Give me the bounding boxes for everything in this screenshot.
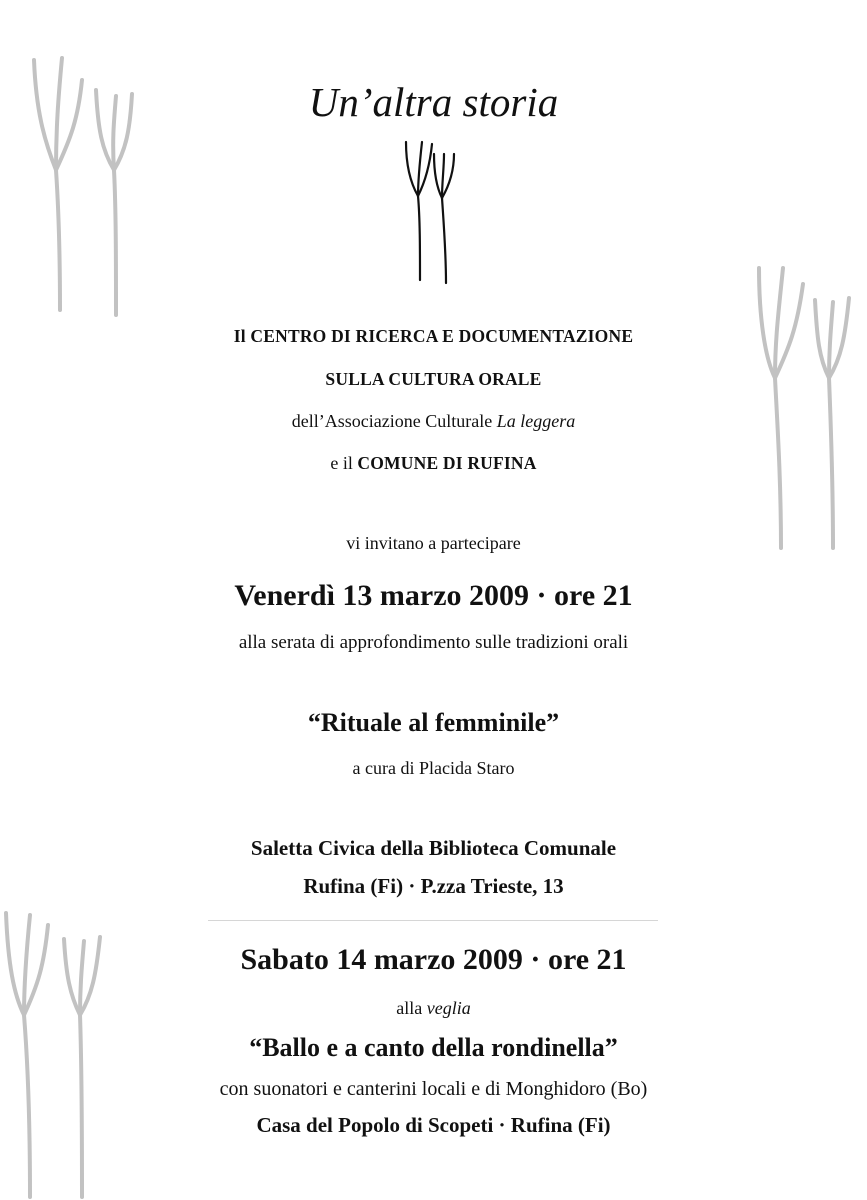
event1-venue-line2: Rufina (Fi) · P.zza Trieste, 13 xyxy=(303,874,564,898)
event1-curator: a cura di Placida Staro xyxy=(352,758,515,778)
event1-description: alla serata di approfondimento sulle tradizioni orali xyxy=(238,632,629,653)
invite-text: vi invitano a partecipare xyxy=(346,533,521,553)
event2-performers: con suonatori e canterini locali e di Monghidoro (Bo) xyxy=(219,1078,648,1100)
page-title: Un’altra storia xyxy=(308,79,559,125)
tree-icon-center xyxy=(398,138,468,288)
comune-name: COMUNE DI RUFINA xyxy=(357,453,537,473)
event2-title: “Ballo e a canto della rondinella” xyxy=(249,1033,618,1062)
organizer-line-4 xyxy=(0,453,867,474)
organizer-line-1: Il CENTRO DI RICERCA E DOCUMENTAZIONE xyxy=(233,326,634,346)
organizer-line-2: SULLA CULTURA ORALE xyxy=(325,369,542,389)
event2-date: Sabato 14 marzo 2009 · ore 21 xyxy=(240,943,627,976)
event2-venue: Casa del Popolo di Scopeti · Rufina (Fi) xyxy=(256,1113,611,1137)
event1-title: “Rituale al femminile” xyxy=(307,708,560,737)
comune-prefix: e il xyxy=(330,453,353,473)
event2-intro-italic: veglia xyxy=(426,998,471,1018)
association-name: La leggera xyxy=(496,411,576,431)
section-divider xyxy=(208,920,658,921)
event1-venue-line1: Saletta Civica della Biblioteca Comunale xyxy=(250,836,617,860)
tree-icon-right xyxy=(745,258,867,553)
event2-intro xyxy=(0,998,867,1019)
event2-intro-prefix: alla xyxy=(396,998,423,1018)
association-prefix: dell’Associazione Culturale xyxy=(291,411,493,431)
event1-date: Venerdì 13 marzo 2009 · ore 21 xyxy=(234,579,633,612)
organizer-line-3 xyxy=(0,411,867,432)
